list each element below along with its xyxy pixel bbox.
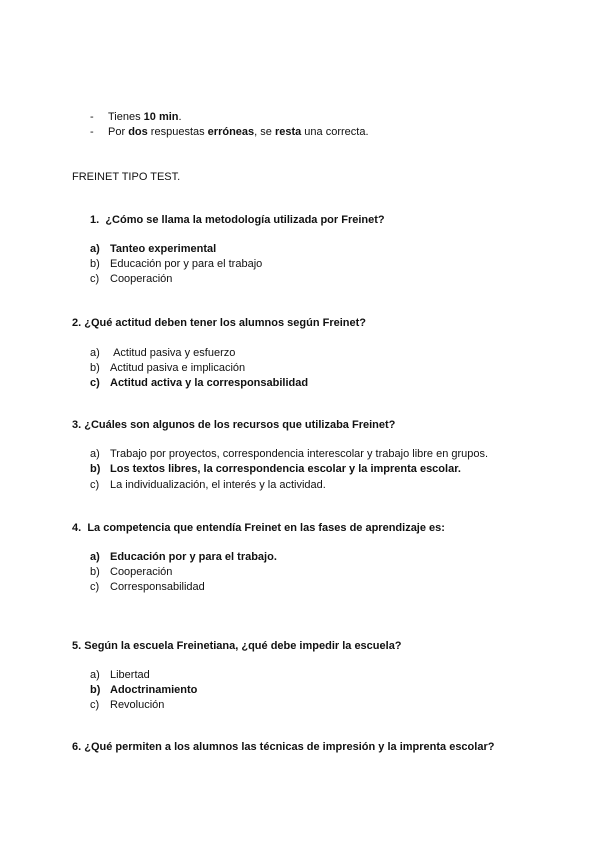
q4-option-a: a) Educación por y para el trabajo. — [90, 551, 277, 563]
q3-option-a: a) Trabajo por proyectos, correspondencia interescolar y trabajo libre en grupos. — [90, 448, 489, 460]
q2-option-c: c) Actitud activa y la corresponsabilidad — [90, 377, 309, 389]
q1-option-b: b) Educación por y para el trabajo — [90, 258, 263, 270]
q3-option-b: b) Los textos libres, la correspondencia escolar y la imprenta escolar. — [90, 463, 461, 475]
q5-option-b: b) Adoctrinamiento — [90, 684, 198, 696]
q1-option-a: a) Tanteo experimental — [90, 243, 217, 255]
question-1: 1. ¿Cómo se llama la metodología utilizada por Freinet? — [90, 214, 385, 226]
q3-option-c: c) La individualización, el interés y la actividad. — [90, 479, 326, 491]
question-6: 6. ¿Qué permiten a los alumnos las técnicas de impresión y la imprenta escolar? — [72, 741, 495, 753]
question-3: 3. ¿Cuáles son algunos de los recursos que utilizaba Freinet? — [72, 419, 396, 431]
q4-option-b: b) Cooperación — [90, 566, 173, 578]
q1-option-c: c) Cooperación — [90, 273, 173, 285]
question-2: 2. ¿Qué actitud deben tener los alumnos según Freinet? — [72, 317, 367, 329]
q5-option-a: a) Libertad — [90, 669, 150, 681]
instruction-penalty: - Por dos respuestas erróneas, se resta una correcta. — [90, 126, 369, 138]
question-4: 4. La competencia que entendía Freinet en las fases de aprendizaje es: — [72, 522, 445, 534]
q2-option-a: a) Actitud pasiva y esfuerzo — [90, 347, 236, 359]
q4-option-c: c) Corresponsabilidad — [90, 581, 205, 593]
instruction-time: - Tienes 10 min. — [90, 111, 182, 123]
q2-option-b: b) Actitud pasiva e implicación — [90, 362, 246, 374]
page-title: FREINET TIPO TEST. — [72, 171, 181, 183]
question-5: 5. Según la escuela Freinetiana, ¿qué debe impedir la escuela? — [72, 640, 402, 652]
q5-option-c: c) Revolución — [90, 699, 165, 711]
